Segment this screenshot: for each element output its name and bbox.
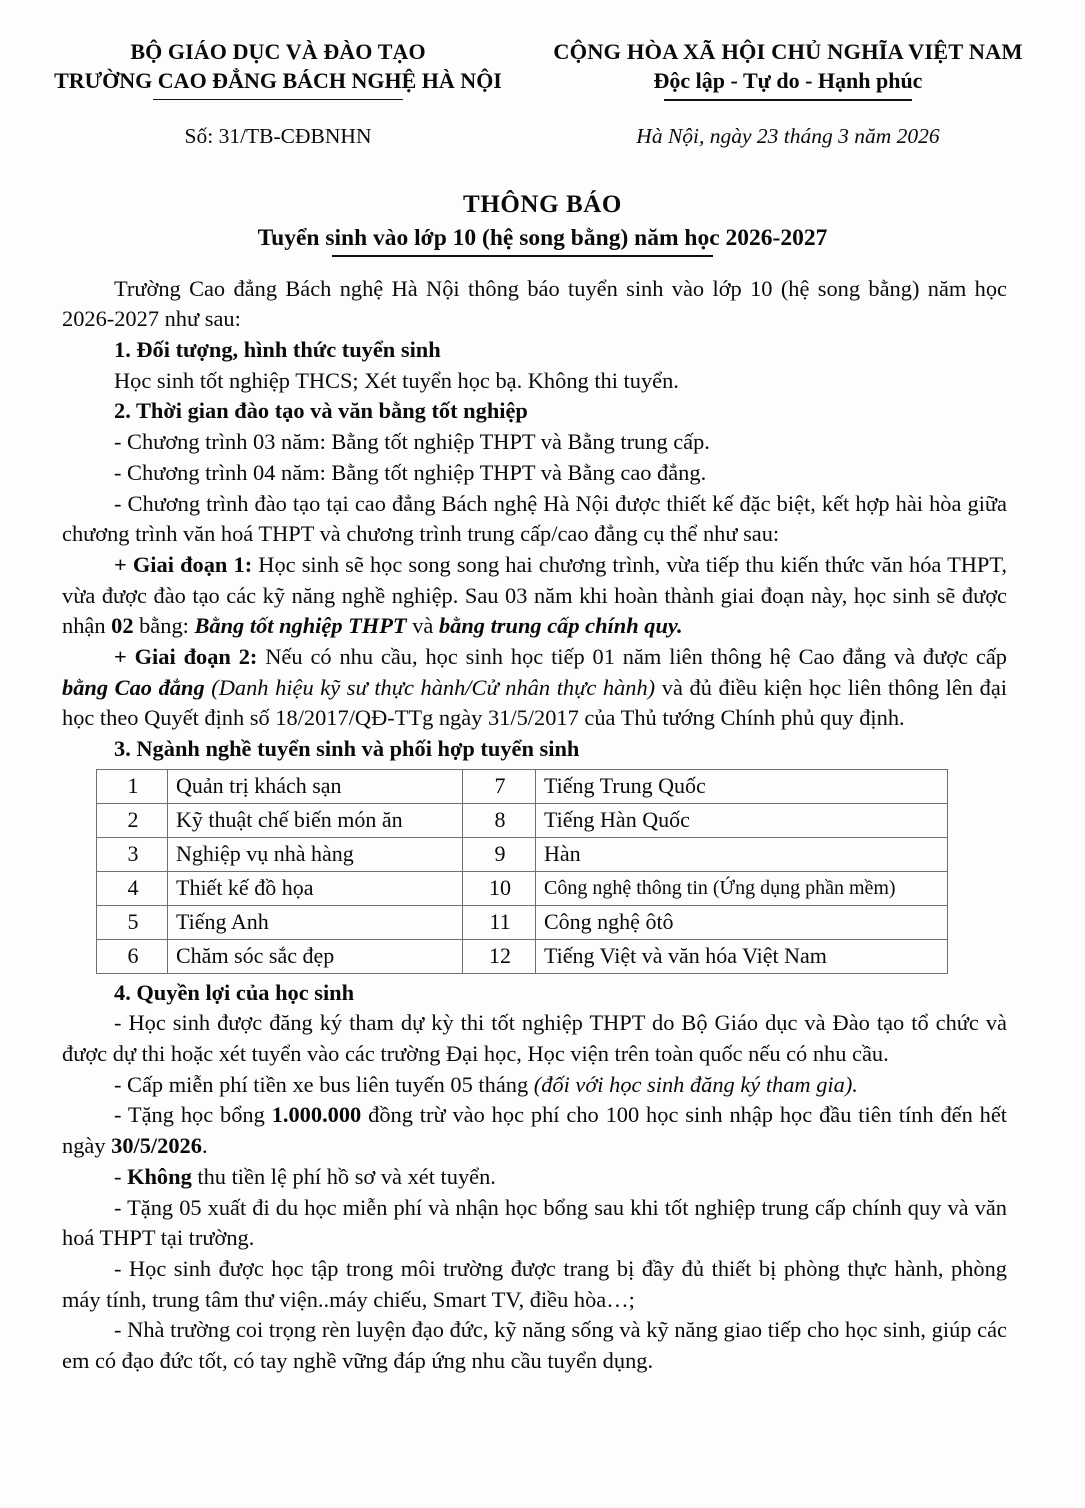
phase-2-text-c: và đủ điều kiện học liên thông lên đại học theo Quyết định số 18/2017/QĐ-TTg ngày 31/5/2017 của Thủ tướng Chính phủ quy định. bbox=[62, 674, 1007, 731]
row-number-a: 4 bbox=[97, 871, 168, 905]
phase-1-paragraph bbox=[62, 550, 1007, 642]
table-row bbox=[97, 803, 948, 837]
header-right-block bbox=[538, 38, 1038, 96]
row-number-b: 12 bbox=[463, 939, 536, 973]
section-3-heading: 3. Ngành nghề tuyển sinh và phối hợp tuyển sinh bbox=[114, 736, 580, 762]
page-subtitle: Tuyển sinh vào lớp 10 (hệ song bằng) năm học 2026-2027 bbox=[257, 224, 828, 251]
section-2-bullet-2: - Chương trình 04 năm: Bằng tốt nghiệp THPT và Bằng cao đẳng. bbox=[114, 459, 707, 485]
page-title: THÔNG BÁO bbox=[463, 190, 622, 218]
phase-2-paragraph bbox=[62, 642, 1007, 734]
row-number-b: 8 bbox=[463, 803, 536, 837]
school-name: TRƯỜNG CAO ĐẲNG BÁCH NGHỆ HÀ NỘI bbox=[54, 67, 502, 96]
school-name-wrap bbox=[18, 67, 538, 96]
deadline-date: 30/5/2026 bbox=[111, 1133, 202, 1159]
section-4-bullet-3 bbox=[62, 1100, 1007, 1161]
section-1-heading: 1. Đối tượng, hình thức tuyển sinh bbox=[114, 337, 441, 363]
header-subline bbox=[0, 124, 1085, 149]
document-body bbox=[62, 274, 1007, 765]
place-and-date: Hà Nội, ngày 23 tháng 3 năm 2026 bbox=[636, 123, 940, 148]
section-2-heading: 2. Thời gian đào tạo và văn bằng tốt nghiệp bbox=[114, 398, 528, 424]
row-number-a: 1 bbox=[97, 769, 168, 803]
row-major-a: Tiếng Anh bbox=[168, 905, 463, 939]
table-row bbox=[97, 939, 948, 973]
row-number-b: 10 bbox=[463, 871, 536, 905]
row-number-b: 7 bbox=[463, 769, 536, 803]
document-body-lower bbox=[62, 978, 1007, 1377]
row-major-b: Tiếng Trung Quốc bbox=[536, 769, 948, 803]
row-major-a: Nghiệp vụ nhà hàng bbox=[168, 837, 463, 871]
document-number: Số: 31/TB-CĐBNHN bbox=[184, 123, 372, 148]
national-motto-wrap bbox=[538, 67, 1038, 96]
phase-2-title-note: (Danh hiệu kỹ sư thực hành/Cử nhân thực hành) bbox=[211, 674, 656, 700]
scholarship-amount: 1.000.000 bbox=[271, 1102, 362, 1128]
phase-1-label: + Giai đoạn 1: bbox=[114, 551, 253, 577]
majors-table-body bbox=[97, 769, 948, 973]
bullet-4-dash: - bbox=[114, 1163, 128, 1189]
no-fee-emphasis: Không bbox=[127, 1163, 192, 1189]
section-4-bullet-4 bbox=[62, 1162, 1007, 1193]
national-motto: Độc lập - Tự do - Hạnh phúc bbox=[654, 67, 923, 96]
row-number-b: 9 bbox=[463, 837, 536, 871]
row-number-a: 6 bbox=[97, 939, 168, 973]
phase-1-text-a: Học sinh sẽ học song song hai chương trình, vừa tiếp thu kiến thức văn hóa THPT, vừa được đào tạo các kỹ năng nghề nghiệp. Sau 03 năm khi hoàn thành giai đoạn này, học sinh sẽ được nhận bbox=[62, 551, 1007, 639]
section-4-bullet-5: - Tặng 05 xuất đi du học miễn phí và nhận học bổng sau khi tốt nghiệp trung cấp chính quy và văn hoá THPT tại trường. bbox=[62, 1194, 1007, 1251]
table-row bbox=[97, 837, 948, 871]
section-4-bullet-7: - Nhà trường coi trọng rèn luyện đạo đức, kỹ năng sống và kỹ năng giao tiếp cho học sinh, giúp các em có đạo đức tốt, có tay nghề vững đáp ứng nhu cầu tuyển dụng. bbox=[62, 1317, 1007, 1373]
section-1-text: Học sinh tốt nghiệp THCS; Xét tuyển học bạ. Không thi tuyển. bbox=[114, 367, 679, 393]
row-number-a: 2 bbox=[97, 803, 168, 837]
row-major-a: Kỹ thuật chế biến món ăn bbox=[168, 803, 463, 837]
section-2-bullet-3: - Chương trình đào tạo tại cao đẳng Bách nghệ Hà Nội được thiết kế đặc biệt, kết hợp hài hòa giữa chương trình văn hoá THPT và chương trình trung cấp/cao đẳng cụ thể như sau: bbox=[62, 490, 1007, 547]
table-row bbox=[97, 905, 948, 939]
ministry-name: BỘ GIÁO DỤC VÀ ĐÀO TẠO bbox=[130, 39, 426, 64]
majors-table bbox=[96, 769, 948, 974]
row-major-a: Thiết kế đồ họa bbox=[168, 871, 463, 905]
majors-table-wrap bbox=[96, 769, 948, 974]
bullet-3-text-a: - Tặng học bổng bbox=[114, 1102, 272, 1128]
phase-1-degree-count: 02 bbox=[111, 613, 134, 639]
bullet-3-text-c: . bbox=[201, 1133, 208, 1159]
table-row bbox=[97, 769, 948, 803]
row-major-b: Tiếng Hàn Quốc bbox=[536, 803, 948, 837]
section-4-heading: 4. Quyền lợi của học sinh bbox=[114, 979, 355, 1005]
phase-1-diploma-1: Bằng tốt nghiệp THPT bbox=[194, 613, 407, 639]
intro-paragraph: Trường Cao đẳng Bách nghệ Hà Nội thông báo tuyển sinh vào lớp 10 (hệ song bằng) năm học 2026-2027 như sau: bbox=[62, 275, 1007, 332]
header-left-block bbox=[18, 38, 538, 96]
section-4-bullet-2 bbox=[62, 1070, 1007, 1101]
document-header bbox=[0, 0, 1085, 96]
row-major-a: Chăm sóc sắc đẹp bbox=[168, 939, 463, 973]
phase-2-text-a: Nếu có nhu cầu, học sinh học tiếp 01 năm liên thông hệ Cao đẳng và được cấp bbox=[257, 643, 1007, 669]
phase-2-diploma: bằng Cao đẳng bbox=[62, 674, 205, 700]
section-4-bullet-1: - Học sinh được đăng ký tham dự kỳ thi tốt nghiệp THPT do Bộ Giáo dục và Đào tạo tổ chức và được dự thi hoặc xét tuyển vào các trường Đại học, Học viện trên toàn quốc nếu có nhu cầu. bbox=[62, 1010, 1007, 1067]
table-row bbox=[97, 871, 948, 905]
row-major-b: Tiếng Việt và văn hóa Việt Nam bbox=[536, 939, 948, 973]
national-title: CỘNG HÒA XÃ HỘI CHỦ NGHĨA VIỆT NAM bbox=[553, 39, 1023, 64]
section-4-bullet-6: - Học sinh được học tập trong môi trường được trang bị đầy đủ thiết bị phòng thực hành, phòng máy tính, trung tâm thư viện..máy chiếu, Smart TV, điều hòa…; bbox=[62, 1255, 1007, 1312]
phase-1-diploma-2: bằng trung cấp chính quy. bbox=[438, 613, 683, 639]
section-2-bullet-1: - Chương trình 03 năm: Bằng tốt nghiệp THPT và Bằng trung cấp. bbox=[114, 429, 710, 455]
row-number-b: 11 bbox=[463, 905, 536, 939]
row-major-b: Công nghệ thông tin (Ứng dụng phần mềm) bbox=[536, 871, 948, 905]
phase-2-label: + Giai đoạn 2: bbox=[114, 643, 258, 669]
phase-1-text-b: bằng: bbox=[133, 613, 195, 639]
bullet-2-text: - Cấp miễn phí tiền xe bus liên tuyến 05 tháng bbox=[114, 1071, 534, 1097]
row-major-b: Hàn bbox=[536, 837, 948, 871]
row-number-a: 5 bbox=[97, 905, 168, 939]
row-major-a: Quản trị khách sạn bbox=[168, 769, 463, 803]
phase-1-text-c: và bbox=[406, 613, 439, 639]
bullet-3-text-b: đồng trừ vào học phí cho 100 học sinh nhập học đầu tiên tính đến hết ngày bbox=[62, 1102, 1008, 1159]
bullet-4-text: thu tiền lệ phí hồ sơ và xét tuyển. bbox=[191, 1163, 496, 1189]
title-block bbox=[0, 191, 1085, 252]
bullet-2-note: (đối với học sinh đăng ký tham gia). bbox=[533, 1071, 858, 1097]
row-major-b: Công nghệ ôtô bbox=[536, 905, 948, 939]
row-number-a: 3 bbox=[97, 837, 168, 871]
